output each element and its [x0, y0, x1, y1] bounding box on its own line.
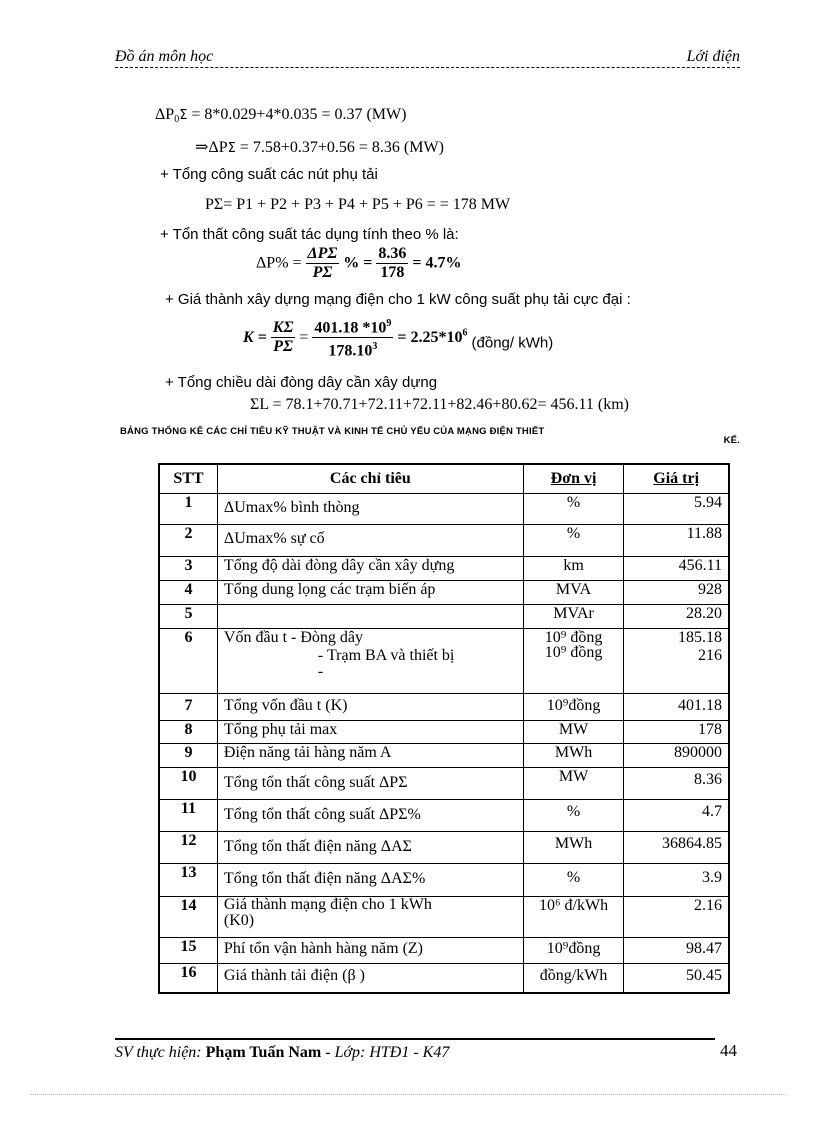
cell-unit: %: [523, 525, 624, 557]
cell-stt: 14: [159, 897, 217, 938]
bottom-dotted-rule: [30, 1094, 786, 1095]
dp0-sub: 0: [174, 114, 180, 125]
table-row: [159, 694, 729, 721]
cell-unit: %: [523, 800, 624, 832]
k-unit: (đồng/ kWh): [471, 334, 554, 352]
cell-value: 890000: [624, 744, 729, 768]
table-row: [159, 744, 729, 768]
k-result-exp: 6: [462, 328, 468, 340]
bullet-line-length: + Tổng chiều dài đòng dây cần xây dựng: [165, 374, 438, 391]
k-den: PΣ: [273, 338, 293, 356]
cell-stt: 9: [159, 744, 217, 768]
bullet-power-loss: + Tổn thất công suất tác dụng tính theo % là:: [160, 226, 459, 243]
cell-unit: 10⁹đồng: [523, 938, 624, 964]
table-row: [159, 605, 729, 629]
cell-value: 3.9: [624, 864, 729, 897]
cell-value-line2: 216: [698, 647, 722, 664]
cell-indicator: ΔUmax% bình thòng: [217, 494, 523, 525]
dpp-num: ΔPΣ: [307, 245, 338, 262]
table-header-row: [159, 464, 729, 494]
k-frac1: [271, 319, 296, 356]
th-indicator: Các chỉ tiêu: [217, 464, 523, 494]
cell-unit: MW: [523, 768, 624, 800]
cell-indicator-line2: - Trạm BA và thiết bị: [317, 647, 455, 664]
cell-indicator: Tổng tổn thất điện năng ΔAΣ: [217, 832, 523, 864]
table-row: [159, 494, 729, 525]
cell-unit: MVA: [523, 581, 624, 605]
page-number: 44: [720, 1041, 737, 1060]
dpp-frac1: [306, 245, 340, 282]
table-row: [159, 721, 729, 744]
cell-stt: 12: [159, 832, 217, 864]
cell-unit: %: [523, 864, 624, 897]
th-unit: [523, 464, 624, 494]
table-row: [159, 832, 729, 864]
cell-unit: %: [523, 494, 624, 525]
bullet-unit-cost: + Giá thành xây dựng mạng điện cho 1 kW công suất phụ tải cực đại :: [165, 291, 631, 308]
cell-value: 178: [624, 721, 729, 744]
k-den2: 178.10: [328, 342, 373, 360]
cell-indicator: [217, 605, 523, 629]
cell-stt: 16: [159, 964, 217, 993]
bullet-total-load: + Tổng công suất các nút phụ tải: [160, 166, 378, 183]
cell-stt: 13: [159, 864, 217, 897]
cell-unit: MWh: [523, 832, 624, 864]
cell-value: 8.36: [624, 768, 729, 800]
cell-unit: MVAr: [523, 605, 624, 629]
cell-indicator-line2: (K0): [223, 912, 255, 929]
formula-l-sum: ΣL = 78.1+70.71+72.11+72.11+82.46+80.62= 456.11 (km): [250, 396, 629, 413]
cell-value: 928: [624, 581, 729, 605]
table-row: [159, 938, 729, 964]
k-den2-exp: 3: [372, 341, 378, 353]
cell-indicator: [217, 629, 523, 694]
table-title-line1: BẢNG THỐNG KÊ CÁC CHỈ TIÊU KỸ THUẬT VÀ KINH TẾ CHỦ YẾU CỦA MẠNG ĐIỆN THIẾT: [120, 426, 545, 437]
cell-indicator: Tổng tổn thất công suất ΔPΣ: [217, 768, 523, 800]
formula-dp-percent: [256, 245, 462, 282]
footer-label: SV thực hiện:: [115, 1044, 202, 1061]
cell-value-line1: 185.18: [678, 629, 722, 646]
table-row: [159, 525, 729, 557]
dpp-pct: % =: [343, 254, 373, 272]
table-row: [159, 768, 729, 800]
table-row: [159, 581, 729, 605]
cell-stt: 10: [159, 768, 217, 800]
cell-stt: 1: [159, 494, 217, 525]
k-lhs: K =: [243, 328, 267, 346]
cell-stt: 15: [159, 938, 217, 964]
cell-indicator: ΔUmax% sự cố: [217, 525, 523, 557]
k-eq: =: [299, 328, 309, 346]
cell-unit: km: [523, 557, 624, 581]
k-result: = 2.25*10: [397, 329, 463, 347]
cell-stt: 7: [159, 694, 217, 721]
table-title: [120, 426, 740, 446]
cell-stt: 8: [159, 721, 217, 744]
cell-indicator: Điện năng tải hàng năm A: [217, 744, 523, 768]
cell-stt: 11: [159, 800, 217, 832]
table-row: [159, 964, 729, 993]
cell-unit-line1: 10⁹ đồng: [544, 629, 603, 646]
cell-stt: 2: [159, 525, 217, 557]
header-left: Đồ án môn học: [115, 48, 214, 65]
cell-stt: 4: [159, 581, 217, 605]
cell-indicator: [217, 897, 523, 938]
dpp-result: = 4.7%: [412, 254, 462, 272]
cell-unit: đồng/kWh: [523, 964, 624, 993]
dp0-rhs: = 8*0.029+4*0.035 = 0.37 (MW): [191, 106, 407, 123]
cell-stt: 3: [159, 557, 217, 581]
cell-indicator: Giá thành tải điện (β ): [217, 964, 523, 993]
footer-rule: [115, 1038, 715, 1040]
cell-indicator-line1: Giá thành mạng điện cho 1 kWh: [223, 896, 432, 913]
table-row: [159, 800, 729, 832]
th-stt: STT: [159, 464, 217, 494]
cell-stt: 6: [159, 629, 217, 694]
cell-value: 11.88: [624, 525, 729, 557]
dpp-num2: 8.36: [378, 245, 407, 262]
dp-sigma: Σ: [227, 141, 236, 156]
header-rule: [115, 67, 740, 68]
header-right: Lới điện: [686, 48, 740, 65]
k-num2: 401.18 *10: [314, 319, 387, 337]
formula-k: [243, 315, 553, 361]
cell-unit: 10⁹đồng: [523, 694, 624, 721]
cell-value: 36864.85: [624, 832, 729, 864]
table-row: [159, 629, 729, 694]
table-row: [159, 864, 729, 897]
cell-indicator-line1: Vốn đầu t - Đòng dây: [223, 629, 364, 646]
k-num2-exp: 9: [386, 318, 392, 329]
dp0-sigma: Σ: [179, 108, 188, 123]
cell-unit: [523, 629, 624, 694]
cell-value: 50.45: [624, 964, 729, 993]
cell-value: 5.94: [624, 494, 729, 525]
cell-indicator: Tổng độ dài đòng dây cần xây dựng: [217, 557, 523, 581]
formula-psum: PΣ= P1 + P2 + P3 + P4 + P5 + P6 = = 178 MW: [205, 196, 511, 213]
formula-dp: [195, 137, 444, 157]
k-frac2: [312, 315, 393, 361]
footer-class: - Lớp: HTĐ1 - K47: [325, 1044, 450, 1061]
cell-indicator: Tổng tổn thất công suất ΔPΣ%: [217, 800, 523, 832]
cell-value: 401.18: [624, 694, 729, 721]
cell-unit: 10⁶ đ/kWh: [523, 897, 624, 938]
dpp-lhs: ΔP% =: [256, 254, 302, 272]
cell-unit-line2: 10⁹ đồng: [544, 644, 603, 661]
cell-value: 28.20: [624, 605, 729, 629]
cell-value: 456.11: [624, 557, 729, 581]
cell-unit: MWh: [523, 744, 624, 768]
dpp-frac2: [376, 245, 408, 282]
footer-student-name: Phạm Tuấn Nam: [205, 1044, 322, 1061]
cell-stt: 5: [159, 605, 217, 629]
table-row: [159, 557, 729, 581]
th-unit-text: Đơn vị: [550, 470, 597, 487]
cell-value: [624, 629, 729, 694]
cell-value: 98.47: [624, 938, 729, 964]
cell-unit: MW: [523, 721, 624, 744]
indicator-table: [158, 463, 730, 994]
cell-indicator: Phí tổn vận hành hàng năm (Z): [217, 938, 523, 964]
dp-arrow: ⇒ΔP: [195, 139, 228, 156]
cell-indicator-line3: -: [317, 663, 324, 680]
cell-indicator: Tổng phụ tải max: [217, 721, 523, 744]
cell-indicator: Tổng vốn đầu t (K): [217, 694, 523, 721]
cell-value: 2.16: [624, 897, 729, 938]
page-footer: [115, 1044, 449, 1062]
cell-value: 4.7: [624, 800, 729, 832]
dp0-lhs: ΔP: [155, 106, 175, 123]
dpp-den2: 178: [380, 264, 405, 281]
table-row: [159, 897, 729, 938]
dpp-den: PΣ: [312, 264, 333, 281]
page-header: [115, 48, 740, 68]
cell-indicator: Tổng tổn thất điện năng ΔAΣ%: [217, 864, 523, 897]
k-num: KΣ: [272, 319, 294, 337]
dp-rhs: = 7.58+0.37+0.56 = 8.36 (MW): [239, 139, 444, 156]
formula-dp0: [155, 106, 406, 125]
table-title-line2: KẾ.: [723, 435, 740, 446]
cell-indicator: Tổng dung lọng các trạm biến áp: [217, 581, 523, 605]
th-value: [624, 464, 729, 494]
th-value-text: Giá trị: [653, 470, 700, 487]
